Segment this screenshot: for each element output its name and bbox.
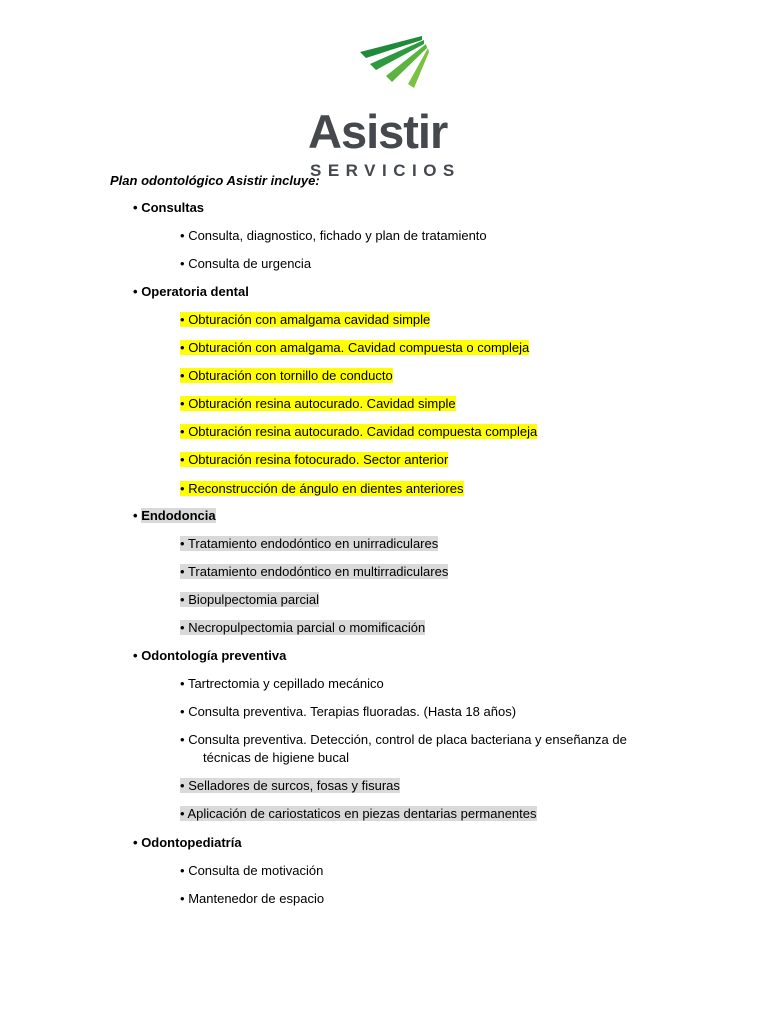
list-item: • Biopulpectomia parcial: [180, 592, 319, 607]
logo-subtitle: SERVICIOS: [310, 161, 461, 180]
list-item: • Obturación resina autocurado. Cavidad simple: [180, 396, 456, 411]
logo-wordmark: Asistir: [308, 105, 448, 158]
section-odontologia-preventiva: • Odontología preventiva: [133, 648, 287, 663]
list-item: • Selladores de surcos, fosas y fisuras: [180, 778, 400, 793]
list-item: • Obturación con amalgama. Cavidad compuesta o compleja: [180, 340, 530, 355]
list-item: • Obturación con tornillo de conducto: [180, 368, 393, 383]
list-item: • Consulta de urgencia: [180, 256, 312, 271]
list-item: • Consulta de motivación: [180, 863, 324, 878]
list-item: • Tratamiento endodóntico en unirradiculares: [180, 536, 439, 551]
list-item: • Obturación con amalgama cavidad simple: [180, 312, 431, 327]
section-consultas: • Consultas: [133, 200, 205, 215]
list-item: • Obturación resina autocurado. Cavidad compuesta compleja: [180, 424, 538, 439]
list-item: • Consulta preventiva. Terapias fluoradas. (Hasta 18 años): [180, 704, 517, 719]
list-item: • Tratamiento endodóntico en multirradiculares: [180, 564, 449, 579]
asistir-logo: [300, 30, 480, 180]
list-item: • Necropulpectomia parcial o momificación: [180, 620, 426, 635]
list-item: • Aplicación de cariostaticos en piezas dentarias permanentes: [180, 806, 537, 821]
list-item: • Obturación resina fotocurado. Sector anterior: [180, 452, 449, 467]
list-item: • Consulta, diagnostico, fichado y plan de tratamiento: [180, 228, 487, 243]
list-item: • Reconstrucción de ángulo en dientes anteriores: [180, 481, 464, 496]
plan-intro: Plan odontológico Asistir incluye:: [110, 173, 320, 188]
list-item: • Tartrectomia y cepillado mecánico: [180, 676, 384, 691]
list-item: • Consulta preventiva. Detección, control de placa bacteriana y enseñanza de técnicas de higiene bucal: [180, 732, 627, 765]
section-operatoria-dental: • Operatoria dental: [133, 284, 249, 299]
list-item: • Mantenedor de espacio: [180, 891, 325, 906]
section-endodoncia: • Endodoncia: [133, 508, 216, 523]
section-odontopediatria: • Odontopediatría: [133, 835, 242, 850]
logo-rays-icon: [352, 30, 432, 90]
